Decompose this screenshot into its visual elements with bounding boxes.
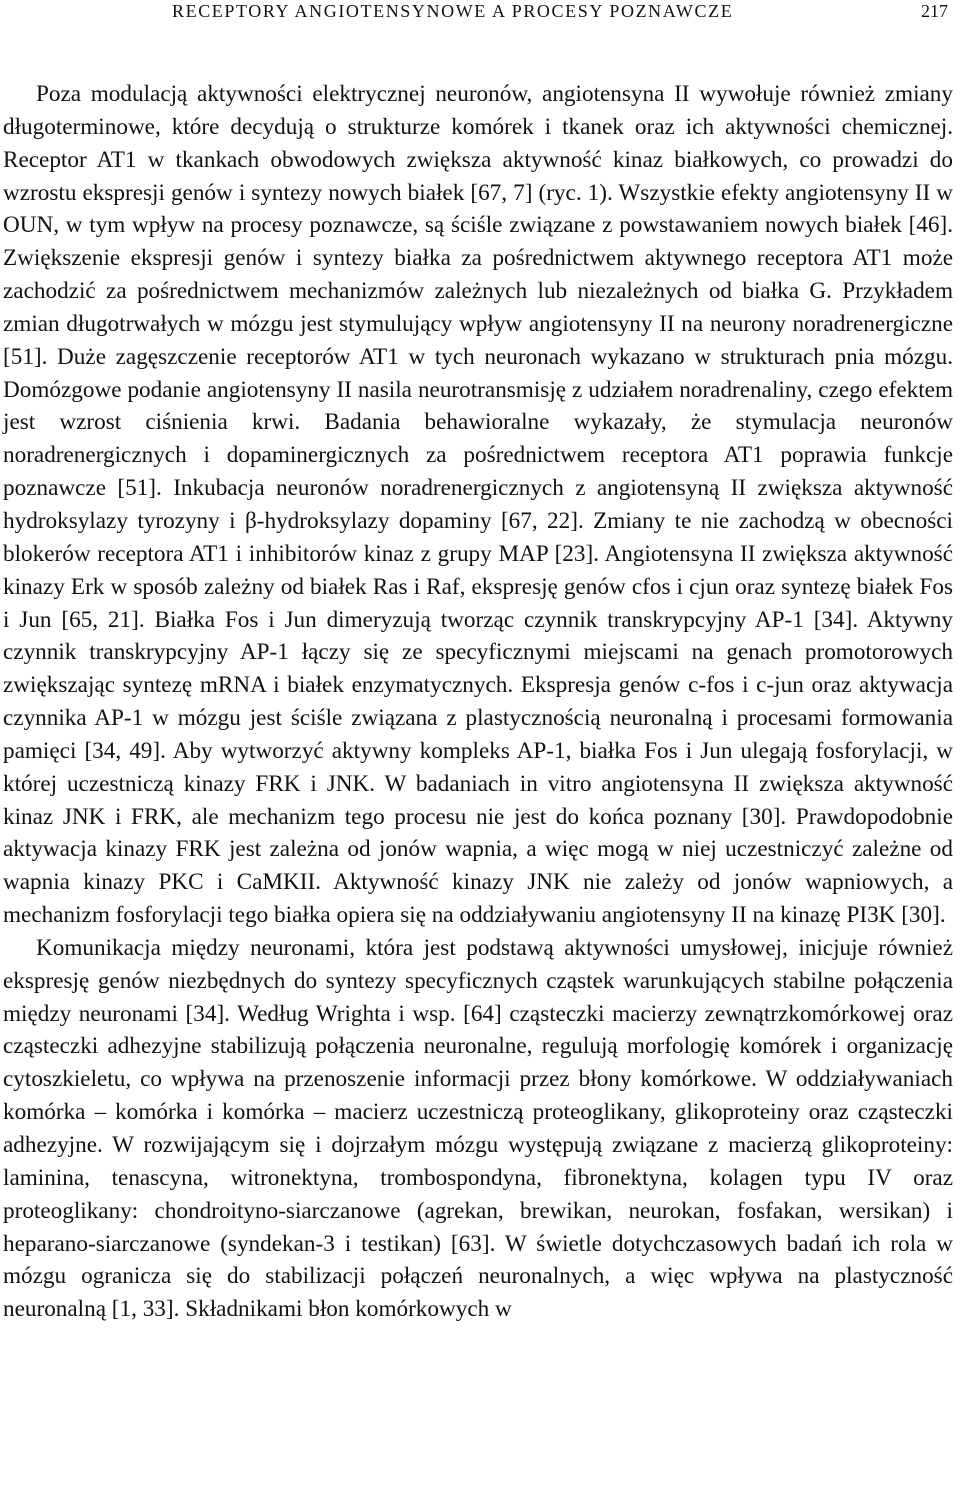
page-number: 217 xyxy=(921,1,948,21)
running-title: RECEPTORY ANGIOTENSYNOWE A PROCESY POZNAWCZE xyxy=(172,1,734,21)
article-body xyxy=(3,78,953,1326)
paragraph-1: Poza modulacją aktywności elektrycznej neuronów, angiotensyna II wywołuje również zmiany długoterminowe, które decydują o strukturze komórek i tkanek oraz ich aktywności chemicznej. Receptor AT1 w tkankach obwodowych zwiększa aktywność kinaz białkowych, co prowadzi do wzrostu ekspresji genów i syntezy nowych białek [67, 7] (ryc. 1). Wszystkie efekty angiotensyny II w OUN, w tym wpływ na procesy poznawcze, są ściśle związane z powstawaniem nowych białek [46]. Zwiększenie ekspresji genów i syntezy białka za pośrednictwem aktywnego receptora AT1 może zachodzić za pośrednictwem mechanizmów zależnych lub niezależnych od białka G. Przykładem zmian długotrwałych w mózgu jest stymulujący wpływ angiotensyny II na neurony noradrenergiczne [51]. Duże zagęszczenie receptorów AT1 w tych neuronach wykazano w strukturach pnia mózgu. Domózgowe podanie angiotensyny II nasila neurotransmisję z udziałem noradrenaliny, czego efektem jest wzrost ciśnienia krwi. Badania behawioralne wykazały, że stymulacja neuronów noradrenergicznych i dopaminergicznych za pośrednictwem receptora AT1 poprawia funkcje poznawcze [51]. Inkubacja neuronów noradrenergicznych z angiotensyną II zwiększa aktywność hydroksylazy tyrozyny i β-hydroksylazy dopaminy [67, 22]. Zmiany te nie zachodzą w obecności blokerów receptora AT1 i inhibitorów kinaz z grupy MAP [23]. Angiotensyna II zwiększa aktywność kinazy Erk w sposób zależny od białek Ras i Raf, ekspresję genów cfos i cjun oraz syntezę białek Fos i Jun [65, 21]. Białka Fos i Jun dimeryzują tworząc czynnik transkrypcyjny AP-1 [34]. Aktywny czynnik transkrypcyjny AP-1 łączy się ze specyficznymi miejscami na genach promotorowych zwiększając syntezę mRNA i białek enzymatycznych. Ekspresja genów c-fos i c-jun oraz aktywacja czynnika AP-1 w mózgu jest ściśle związana z plastycznością neuronalną i procesami formowania pamięci [34, 49]. Aby wytworzyć aktywny kompleks AP-1, białka Fos i Jun ulegają fosforylacji, w której uczestniczą kinazy FRK i JNK. W badaniach in vitro angiotensyna II zwiększa aktywność kinaz JNK i FRK, ale mechanizm tego procesu nie jest do końca poznany [30]. Prawdopodobnie aktywacja kinazy FRK jest zależna od jonów wapnia, a więc mogą w niej uczestniczyć zależne od wapnia kinazy PKC i CaMKII. Aktywność kinazy JNK nie zależy od jonów wapniowych, a mechanizm fosforylacji tego białka opiera się na oddziaływaniu angiotensyny II na kinazę PI3K [30]. xyxy=(3,81,953,929)
running-header xyxy=(0,0,960,24)
paragraph-2: Komunikacja między neuronami, która jest podstawą aktywności umysłowej, inicjuje również ekspresję genów niezbędnych do syntezy specyficznych cząstek warunkujących stabilne połączenia między neuronami [34]. Według Wrighta i wsp. [64] cząsteczki macierzy zewnątrzkomórkowej oraz cząsteczki adhezyjne stabilizują połączenia neuronalne, regulują morfologię komórek i organizację cytoszkieletu, co wpływa na przenoszenie informacji przez błony komórkowe. W oddziaływaniach komórka – komórka i komórka – macierz uczestniczą proteoglikany, glikoproteiny oraz cząsteczki adhezyjne. W rozwijającym się i dojrzałym mózgu występują związane z macierzą glikoproteiny: laminina, tenascyna, witronektyna, trombospondyna, fibronektyna, kolagen typu IV oraz proteoglikany: chondroityno-siarczanowe (agrekan, brewikan, neurokan, fosfakan, wersikan) i heparano-siarczanowe (syndekan-3 i testikan) [63]. W świetle dotychczasowych badań ich rola w mózgu ogranicza się do stabilizacji połączeń neuronalnych, a więc wpływa na plastyczność neuronalną [1, 33]. Składnikami błon komórkowych w xyxy=(3,934,953,1323)
